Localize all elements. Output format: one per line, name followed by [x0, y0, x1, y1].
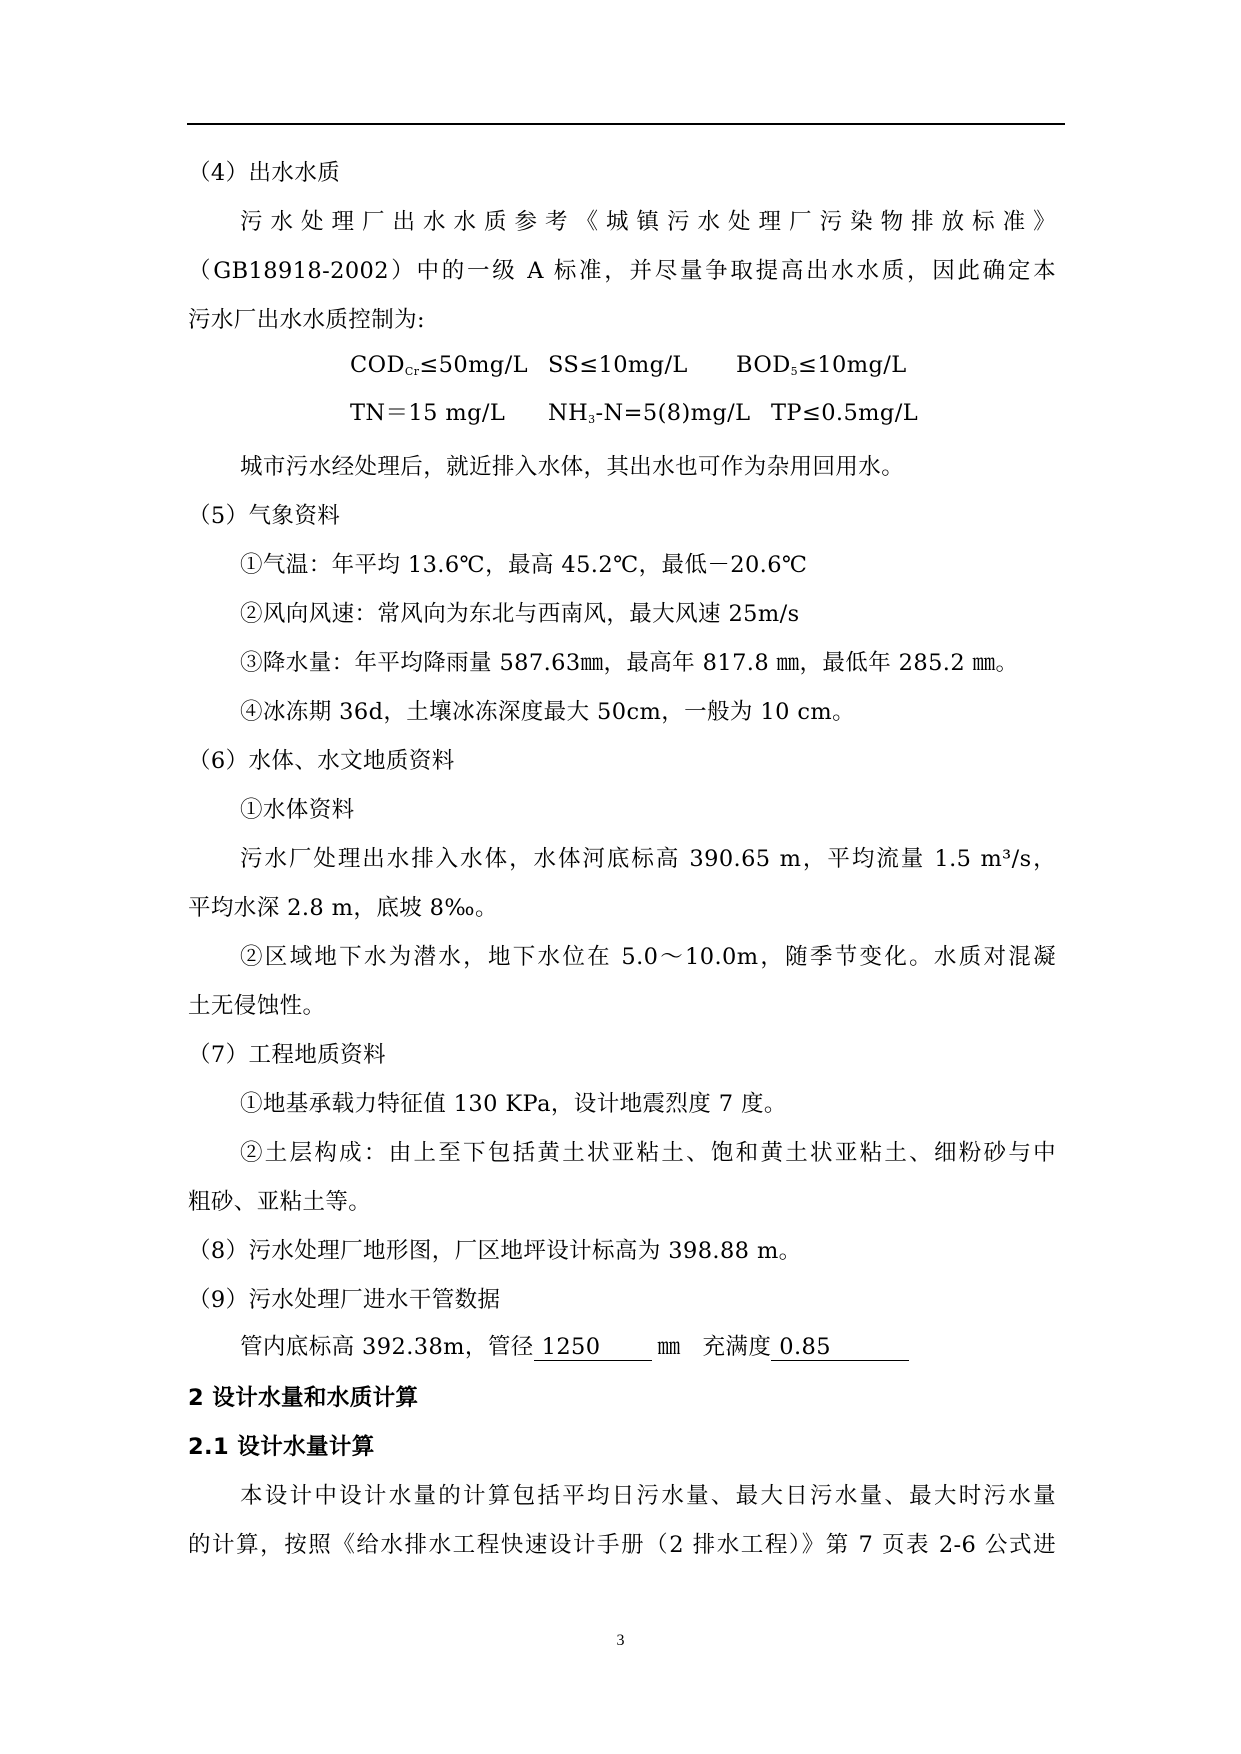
limit-tn: TN＝15 mg/L	[350, 400, 506, 426]
section-8-heading: （8）污水处理厂地形图，厂区地坪设计标高为 398.88 m。	[188, 1238, 802, 1264]
page-number: 3	[616, 1632, 625, 1649]
section-2-1-para-line-2: 的计算，按照《给水排水工程快速设计手册（2 排水工程）》第 7 页表 2-6 公式进	[188, 1532, 1056, 1558]
section-4-para-2: 城市污水经处理后，就近排入水体，其出水也可作为杂用回用水。	[240, 454, 905, 480]
section-4-para-line-3: 污水厂出水水质控制为:	[188, 307, 425, 333]
limit-bod: $BOD_5\le 10mg/L$	[736, 352, 907, 378]
header-rule	[187, 123, 1065, 125]
section-9-heading: （9）污水处理厂进水干管数据	[188, 1287, 501, 1313]
section-6-para-2-line-2: 土无侵蚀性。	[188, 993, 326, 1019]
limit-nh3n: $NH_3-N=5(8)mg/L$	[548, 400, 751, 426]
section-4-para-line-2: （GB18918-2002）中的一级 A 标准，并尽量争取提高出水水质，因此确定本	[188, 258, 1056, 284]
fill-ratio-label: 充满度	[702, 1334, 772, 1360]
limit-tp: TP≤0.5mg/L	[771, 400, 919, 426]
pipe-unit: ㎜	[657, 1334, 681, 1360]
section-7-heading: （7）工程地质资料	[188, 1042, 386, 1068]
limit-cod: $COD_{Cr}\le 50mg/L$	[350, 352, 528, 378]
limit-ss: SS≤10mg/L	[548, 352, 688, 378]
climate-precipitation: ③降水量：年平均降雨量 587.63㎜，最高年 817.8 ㎜，最低年 285.2 ㎜。	[240, 650, 1019, 676]
section-6-heading: （6）水体、水文地质资料	[188, 748, 455, 774]
section-4-heading: （4）出水水质	[188, 160, 341, 186]
section-2-1-para-line-1: 本设计中设计水量的计算包括平均日污水量、最大日污水量、最大时污水量	[240, 1483, 1056, 1509]
fill-ratio-value: 0.85	[771, 1334, 909, 1361]
pipe-data-line	[240, 1332, 909, 1362]
section-7-item-2-line-2: 粗砂、亚粘土等。	[188, 1189, 372, 1215]
chapter-2-heading: 2 设计水量和水质计算	[188, 1385, 419, 1411]
section-6-para-1-line-2: 平均水深 2.8 m，底坡 8‰。	[188, 895, 498, 921]
pipe-elevation-label: 管内底标高 392.38m，管径	[240, 1334, 534, 1360]
section-6-para-2-line-1: ②区域地下水为潜水，地下水位在 5.0～10.0m，随季节变化。水质对混凝	[240, 944, 1056, 970]
section-7-item-1: ①地基承载力特征值 130 KPa，设计地震烈度 7 度。	[240, 1091, 787, 1117]
section-7-item-2-line-1: ②土层构成：由上至下包括黄土状亚粘土、饱和黄土状亚粘土、细粉砂与中	[240, 1140, 1056, 1166]
section-4-para-line-1: 污水处理厂出水水质参考《城镇污水处理厂污染物排放标准》	[240, 209, 1056, 235]
pipe-diameter-value: 1250	[534, 1334, 652, 1361]
climate-temperature: ①气温：年平均 13.6℃，最高 45.2℃，最低－20.6℃	[240, 552, 808, 578]
section-2-1-heading: 2.1 设计水量计算	[188, 1434, 375, 1460]
climate-wind: ②风向风速：常风向为东北与西南风，最大风速 25m/s	[240, 601, 800, 627]
section-6-sub-1: ①水体资料	[240, 797, 355, 823]
section-6-para-1-line-1: 污水厂处理出水排入水体，水体河底标高 390.65 m，平均流量 1.5 m³/s，	[240, 846, 1056, 872]
climate-frost: ④冰冻期 36d，土壤冰冻深度最大 50cm，一般为 10 cm。	[240, 699, 855, 725]
section-5-heading: （5）气象资料	[188, 503, 341, 529]
